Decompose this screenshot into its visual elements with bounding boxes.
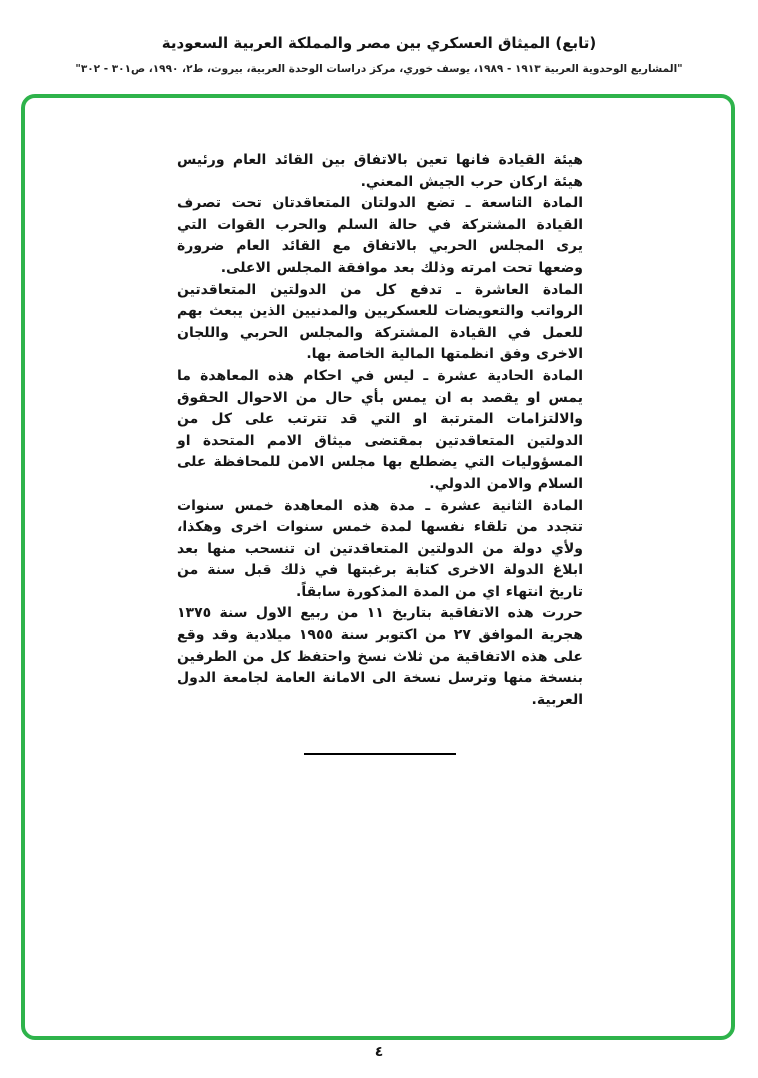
paragraph-text: تدفع كل من الدولتين المتعاقدتين الرواتب والتعويضات للعسكريين والمدنيين الذين يبعث بهم للعمل في القيادة المشتركة والمجلس الحربي واللجان الاخرى وفق انظمتها المالية الخاصة بها. (177, 281, 583, 363)
paragraph-article-11 (177, 366, 583, 496)
document-body (177, 150, 583, 755)
paragraph-closing (177, 603, 583, 711)
paragraph-article-9 (177, 193, 583, 279)
page-number: ٤ (374, 1044, 384, 1060)
paragraph-lead: المادة الثانية عشرة ـ (414, 497, 583, 514)
paragraph-lead: المادة الحادية عشرة ـ (414, 367, 584, 384)
paragraph-lead: المادة العاشرة ـ (442, 281, 583, 298)
paragraph-text: تضع الدولتان المتعاقدتان تحت تصرف القيادة المشتركة في حالة السلم والحرب القوات التي يرى المجلس الحربي بالاتفاق مع القائد العام ضرورة وضعها تحت امرته وذلك بعد موافقة المجلس الاعلى. (177, 195, 583, 276)
paragraph-continuation (177, 150, 583, 193)
paragraph-text: حررت هذه الاتفاقية بتاريخ ١١ من ربيع الاول سنة ١٣٧٥ هجرية الموافق ٢٧ من اكتوبر سنة ١٩٥٥ ميلادية وقد وقع على هذه الاتفاقية من ثلاث نسخ واحتفظ كل من الطرفين بنسخة منها وترسل نسخة الى الامانة العامة لجامعة الدول العربية. (177, 605, 583, 708)
paragraph-text: هيئة القيادة فانها تعين بالاتفاق بين القائد العام ورئيس هيئة اركان حرب الجيش المعني. (177, 152, 583, 190)
paragraph-lead: المادة التاسعة ـ (455, 195, 583, 212)
end-of-text-divider (304, 753, 456, 755)
source-citation: "المشاريع الوحدوية العربية ١٩١٣ - ١٩٨٩، يوسف خوري، مركز دراسات الوحدة العربية، بيروت، ط٢، ١٩٩٠، ص٣٠١ - ٣٠٢" (75, 63, 683, 75)
paragraph-article-10 (177, 280, 583, 366)
paragraph-text: ليس في احكام هذه المعاهدة ما يمس او يقصد به ان يمس بأي حال من الاحوال الحقوق والالتزامات المترتبة او التي قد تترتب على كل من الدولتين المتعاقدتين بمقتضى ميثاق الامم المتحدة او المسؤوليات التي يضطلع بها مجلس الامن للمحافظة على السلام والامن الدولي. (177, 367, 583, 492)
page-title: (تابع) الميثاق العسكري بين مصر والمملكة العربية السعودية (161, 34, 597, 52)
green-border-frame (21, 94, 735, 1040)
paragraph-text: مدة هذه المعاهدة خمس سنوات تتجدد من تلقاء نفسها لمدة خمس سنوات اخرى وهكذا، ولأي دولة من الدولتين المتعاقدتين ان تنسحب منها بعد ابلاغ الدولة الاخرى كتابة برغبتها في ذلك قبل سنة من تاريخ انتهاء اي من المدة المذكورة سابقاً. (177, 497, 583, 600)
paragraph-article-12 (177, 496, 583, 604)
